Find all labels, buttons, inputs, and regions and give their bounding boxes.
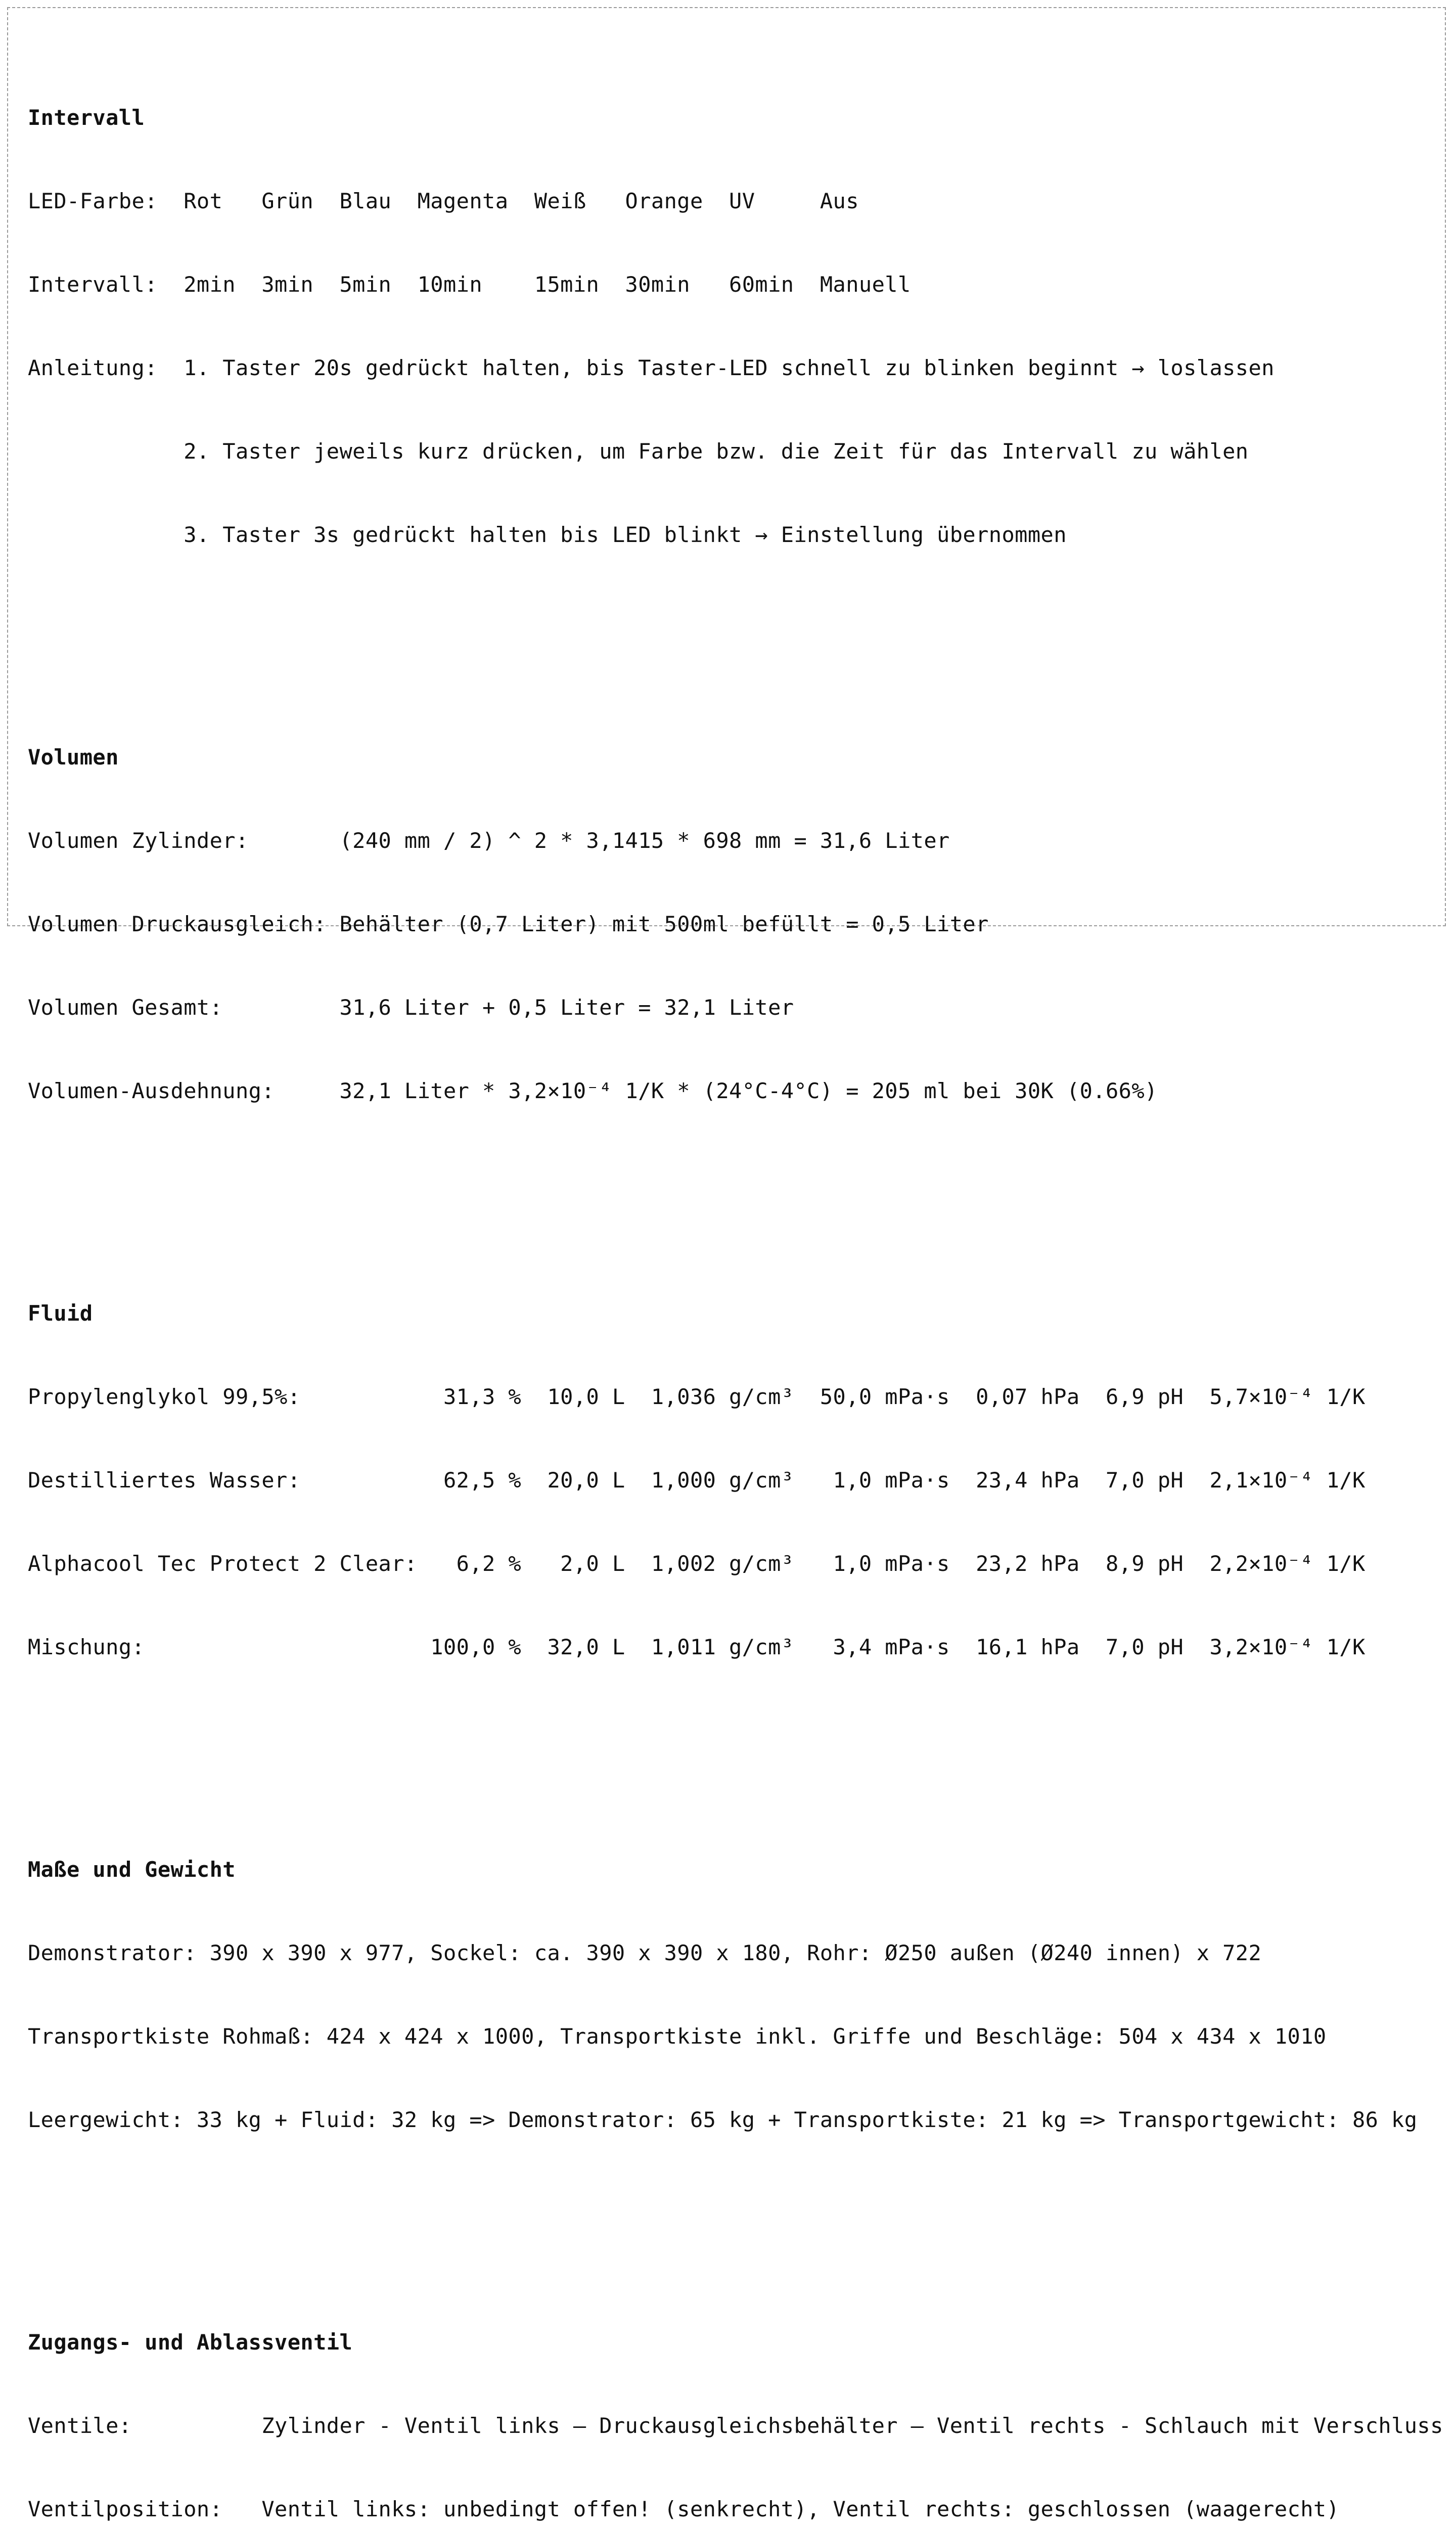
fluid-row: Alphacool Tec Protect 2 Clear: 6,2 % 2,0 L 1,002 g/cm³ 1,0 mPa·s 23,2 hPa 8,9 pH 2,2×10⁻⁴ 1/K: [28, 1551, 1366, 1576]
anleitung-step-3: 3. Taster 3s gedrückt halten bis LED blinkt → Einstellung übernommen: [28, 522, 1067, 547]
spacer: [28, 2189, 1443, 2217]
anleitung-step-1: Anleitung: 1. Taster 20s gedrückt halten, bis Taster-LED schnell zu blinken beginnt → loslassen: [28, 355, 1275, 380]
section-heading-intervall: Intervall: [28, 105, 145, 130]
led-farbe-line: LED-Farbe: Rot Grün Blau Magenta Weiß Orange UV Aus: [28, 189, 859, 213]
ventile-line: Ventile: Zylinder - Ventil links – Druckausgleichsbehälter – Ventil rechts - Schlauch mit Verschluss: [28, 2413, 1443, 2438]
document-body: [28, 20, 1443, 2528]
fluid-row: Mischung: 100,0 % 32,0 L 1,011 g/cm³ 3,4 mPa·s 16,1 hPa 7,0 pH 3,2×10⁻⁴ 1/K: [28, 1635, 1366, 1659]
fluid-row: Propylenglykol 99,5%: 31,3 % 10,0 L 1,036 g/cm³ 50,0 mPa·s 0,07 hPa 6,9 pH 5,7×10⁻⁴ 1/K: [28, 1384, 1366, 1409]
transportkiste-line: Transportkiste Rohmaß: 424 x 424 x 1000, Transportkiste inkl. Griffe und Beschläge: 504 x 434 x 1010: [28, 2024, 1327, 2049]
gewicht-line: Leergewicht: 33 kg + Fluid: 32 kg => Demonstrator: 65 kg + Transportkiste: 21 kg => Transportgewicht: 86 kg: [28, 2107, 1418, 2132]
anleitung-step-2: 2. Taster jeweils kurz drücken, um Farbe bzw. die Zeit für das Intervall zu wählen: [28, 439, 1249, 464]
volumen-druckausgleich-line: Volumen Druckausgleich: Behälter (0,7 Liter) mit 500ml befüllt = 0,5 Liter: [28, 912, 989, 936]
section-heading-fluid: Fluid: [28, 1301, 93, 1326]
spacer: [28, 604, 1443, 632]
intervall-line: Intervall: 2min 3min 5min 10min 15min 30min 60min Manuell: [28, 272, 911, 297]
fluid-row: Destilliertes Wasser: 62,5 % 20,0 L 1,000 g/cm³ 1,0 mPa·s 23,4 hPa 7,0 pH 2,1×10⁻⁴ 1/K: [28, 1468, 1366, 1493]
demonstrator-line: Demonstrator: 390 x 390 x 977, Sockel: ca. 390 x 390 x 180, Rohr: Ø250 außen (Ø240 innen) x 722: [28, 1940, 1262, 1965]
section-heading-ventil: Zugangs- und Ablassventil: [28, 2330, 353, 2355]
section-heading-masse: Maße und Gewicht: [28, 1857, 236, 1882]
spacer: [28, 1160, 1443, 1188]
section-heading-volumen: Volumen: [28, 745, 119, 770]
volumen-ausdehnung-line: Volumen-Ausdehnung: 32,1 Liter * 3,2×10⁻⁴ 1/K * (24°C-4°C) = 205 ml bei 30K (0.66%): [28, 1078, 1158, 1103]
ventilposition-line: Ventilposition: Ventil links: unbedingt offen! (senkrecht), Ventil rechts: geschlossen (waagerecht): [28, 2497, 1340, 2521]
volumen-zylinder-line: Volumen Zylinder: (240 mm / 2) ^ 2 * 3,1415 * 698 mm = 31,6 Liter: [28, 828, 950, 853]
spacer: [28, 1717, 1443, 1744]
volumen-gesamt-line: Volumen Gesamt: 31,6 Liter + 0,5 Liter = 32,1 Liter: [28, 995, 794, 1020]
